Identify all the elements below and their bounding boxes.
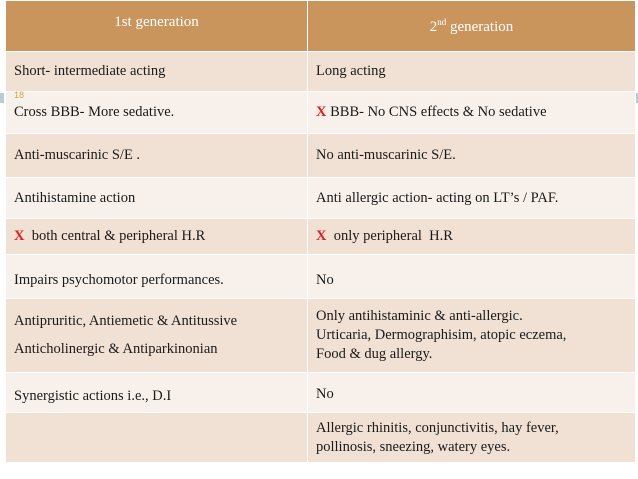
row6-col2: No — [308, 255, 636, 299]
row9-col1 — [6, 413, 308, 463]
table-row — [6, 373, 636, 413]
table-row — [6, 255, 636, 299]
row6-col1: Impairs psychomotor performances. — [6, 255, 308, 299]
left-edge-marker — [0, 93, 4, 103]
row7-col2: Only antihistaminic & anti-allergic. Urticaria, Dermographisim, atopic eczema, Food & dug allergy. — [308, 299, 636, 373]
slide-number: 18 — [14, 90, 25, 100]
x-mark: X — [14, 228, 25, 244]
table-row — [6, 178, 636, 219]
row8-col1: Synergistic actions i.e., D.I — [6, 373, 308, 413]
row8-col2: No — [308, 373, 636, 413]
row3-col1: Anti-muscarinic S/E . — [6, 134, 308, 178]
table-row — [6, 219, 636, 255]
row1-col2: Long acting — [308, 52, 636, 92]
x-mark: X — [316, 104, 327, 120]
comparison-table — [5, 0, 636, 463]
row2-col2: X BBB- No CNS effects & No sedative — [308, 92, 636, 134]
row4-col2: Anti allergic action- acting on LT’s / PAF. — [308, 178, 636, 219]
row2-col1: Cross BBB- More sedative. — [6, 92, 308, 134]
table-row — [6, 134, 636, 178]
row3-col2: No anti-muscarinic S/E. — [308, 134, 636, 178]
row1-col1: Short- intermediate acting — [6, 52, 308, 92]
x-mark: X — [316, 228, 327, 244]
row7-col1: Antipruritic, Antiemetic & Antitussive Anticholinergic & Antiparkinonian — [6, 299, 308, 373]
table-row — [6, 413, 636, 463]
row9-col2: Allergic rhinitis, conjunctivitis, hay fever, pollinosis, sneezing, watery eyes. — [308, 413, 636, 463]
table-row — [6, 299, 636, 373]
table-row — [6, 52, 636, 92]
row5-col2: X only peripheral H.R — [308, 219, 636, 255]
header-row — [6, 1, 636, 52]
row4-col1: Antihistamine action — [6, 178, 308, 219]
row5-col1: X both central & peripheral H.R — [6, 219, 308, 255]
header-first-generation: 1st generation — [6, 1, 308, 52]
table-row — [6, 92, 636, 134]
header-second-generation: 2nd generation — [308, 1, 636, 52]
